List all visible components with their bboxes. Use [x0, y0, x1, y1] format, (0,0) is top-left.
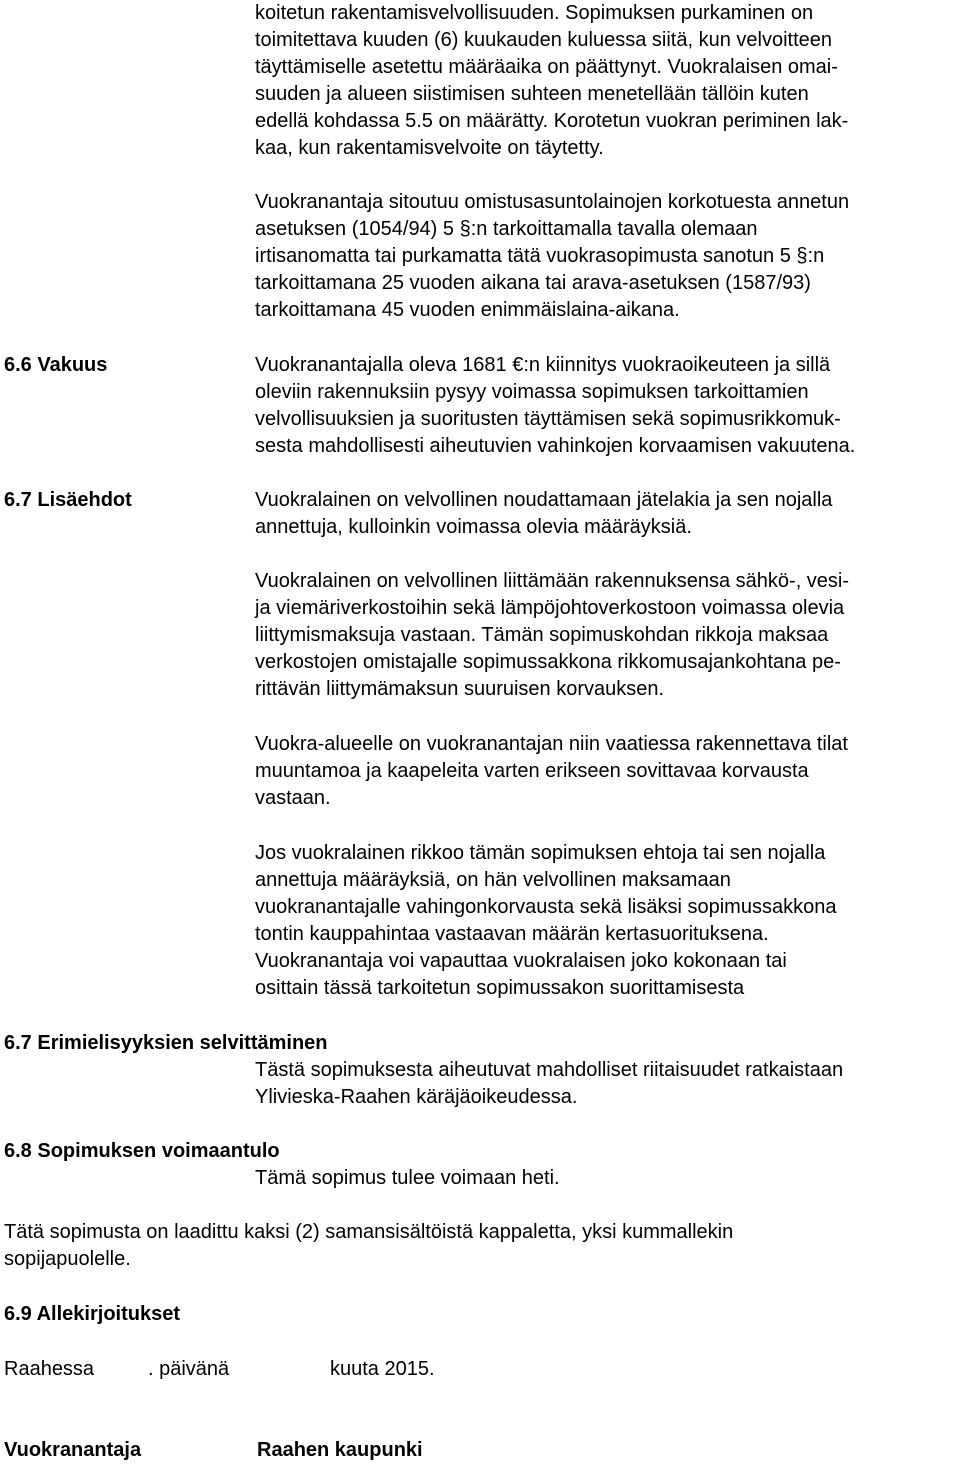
section-6-7-paragraph-4: Jos vuokralainen rikkoo tämän sopimuksen ehtoja tai sen nojalla annettuja määräyksiä, on hän velvollinen maksamaan vuokranantajalle vahingonkorvausta sekä lisäksi sopimussakkona tontin kauppahintaa vastaavan määrän kertasuorituksena. Vuokranantaja voi vapauttaa vuokralaisen joko kokonaan tai osittain tässä tarkoitetun sopimussakon suorittamisesta	[255, 842, 837, 999]
section-heading-6-7-disputes: 6.7 Erimielisyyksien selvittäminen	[4, 1032, 328, 1054]
paragraph-continuation: koitetun rakentamisvelvollisuuden. Sopimuksen purkaminen on toimitettava kuuden (6) kuukauden kuluessa siitä, kun velvoitteen täyttämiselle asetettu määräaika on päättynyt. Vuokralaisen omai- suuden ja alueen siistimisen suhteen menetellään tällöin kuten edellä kohdassa 5.5 on määrätty. Korotetun vuokran periminen lak- kaa, kun rakentamisvelvoite on täytetty.	[255, 2, 849, 159]
paragraph-interest-subsidy: Vuokranantaja sitoutuu omistusasuntolainojen korkotuesta annetun asetuksen (1054/94) 5 §:n tarkoittamalla tavalla olemaan irtisanomatta tai purkamatta tätä vuokrasopimusta sanotun 5 §:n tarkoittamana 25 vuoden aikana tai arava-asetuksen (1587/93) tarkoittamana 45 vuoden enimmäislaina-aikana.	[255, 191, 850, 321]
section-heading-6-7: 6.7 Lisäehdot	[4, 489, 132, 511]
party-city: Raahen kaupunki	[257, 1439, 423, 1461]
section-6-7-paragraph-1: Vuokralainen on velvollinen noudattamaan jätelakia ja sen nojalla annettuja, kulloinkin voimassa olevia määräyksiä.	[255, 489, 833, 538]
signing-day: . päivänä	[148, 1358, 230, 1380]
section-6-7-paragraph-3: Vuokra-alueelle on vuokranantajan niin vaatiessa rakennettava tilat muuntamoa ja kaapeleita varten erikseen sovittavaa korvausta vastaan.	[255, 733, 848, 809]
copies-paragraph: Tätä sopimusta on laadittu kaksi (2) samansisältöistä kappaletta, yksi kummallekin sopijapuolelle.	[4, 1221, 734, 1270]
section-6-7-paragraph-2: Vuokralainen on velvollinen liittämään rakennuksensa sähkö-, vesi- ja viemäriverkostoihin sekä lämpöjohtoverkostoon voimassa olevia liittymismaksuja vastaan. Tämän sopimuskohdan rikkoja maksaa verkostojen omistajalle sopimussakkona rikkomusajankohtana pe- rittävän liittymämaksun suuruisen korvauksen.	[255, 570, 850, 700]
section-heading-6-8: 6.8 Sopimuksen voimaantulo	[4, 1140, 280, 1162]
section-6-8-text: Tämä sopimus tulee voimaan heti.	[255, 1167, 560, 1189]
section-heading-6-6: 6.6 Vakuus	[4, 354, 108, 376]
section-heading-6-9: 6.9 Allekirjoitukset	[4, 1303, 180, 1325]
signing-place: Raahessa	[4, 1358, 95, 1380]
signing-line	[4, 1356, 954, 1383]
party-lessor: Vuokranantaja	[4, 1439, 142, 1461]
section-6-6-text: Vuokranantajalla oleva 1681 €:n kiinnitys vuokraoikeuteen ja sillä oleviin rakennuksiin pysyy voimassa sopimuksen tarkoittamien velvollisuuksien ja suoritusten täyttämisen sekä sopimusrikkomuk- sesta mahdollisesti aiheutuvien vahinkojen korvaamisen vakuutena.	[255, 354, 856, 457]
signature-parties	[4, 1437, 954, 1464]
section-6-7-disputes-text: Tästä sopimuksesta aiheutuvat mahdolliset riitaisuudet ratkaistaan Ylivieska-Raahen käräjäoikeudessa.	[255, 1059, 844, 1108]
signing-month-year: kuuta 2015.	[330, 1358, 435, 1380]
